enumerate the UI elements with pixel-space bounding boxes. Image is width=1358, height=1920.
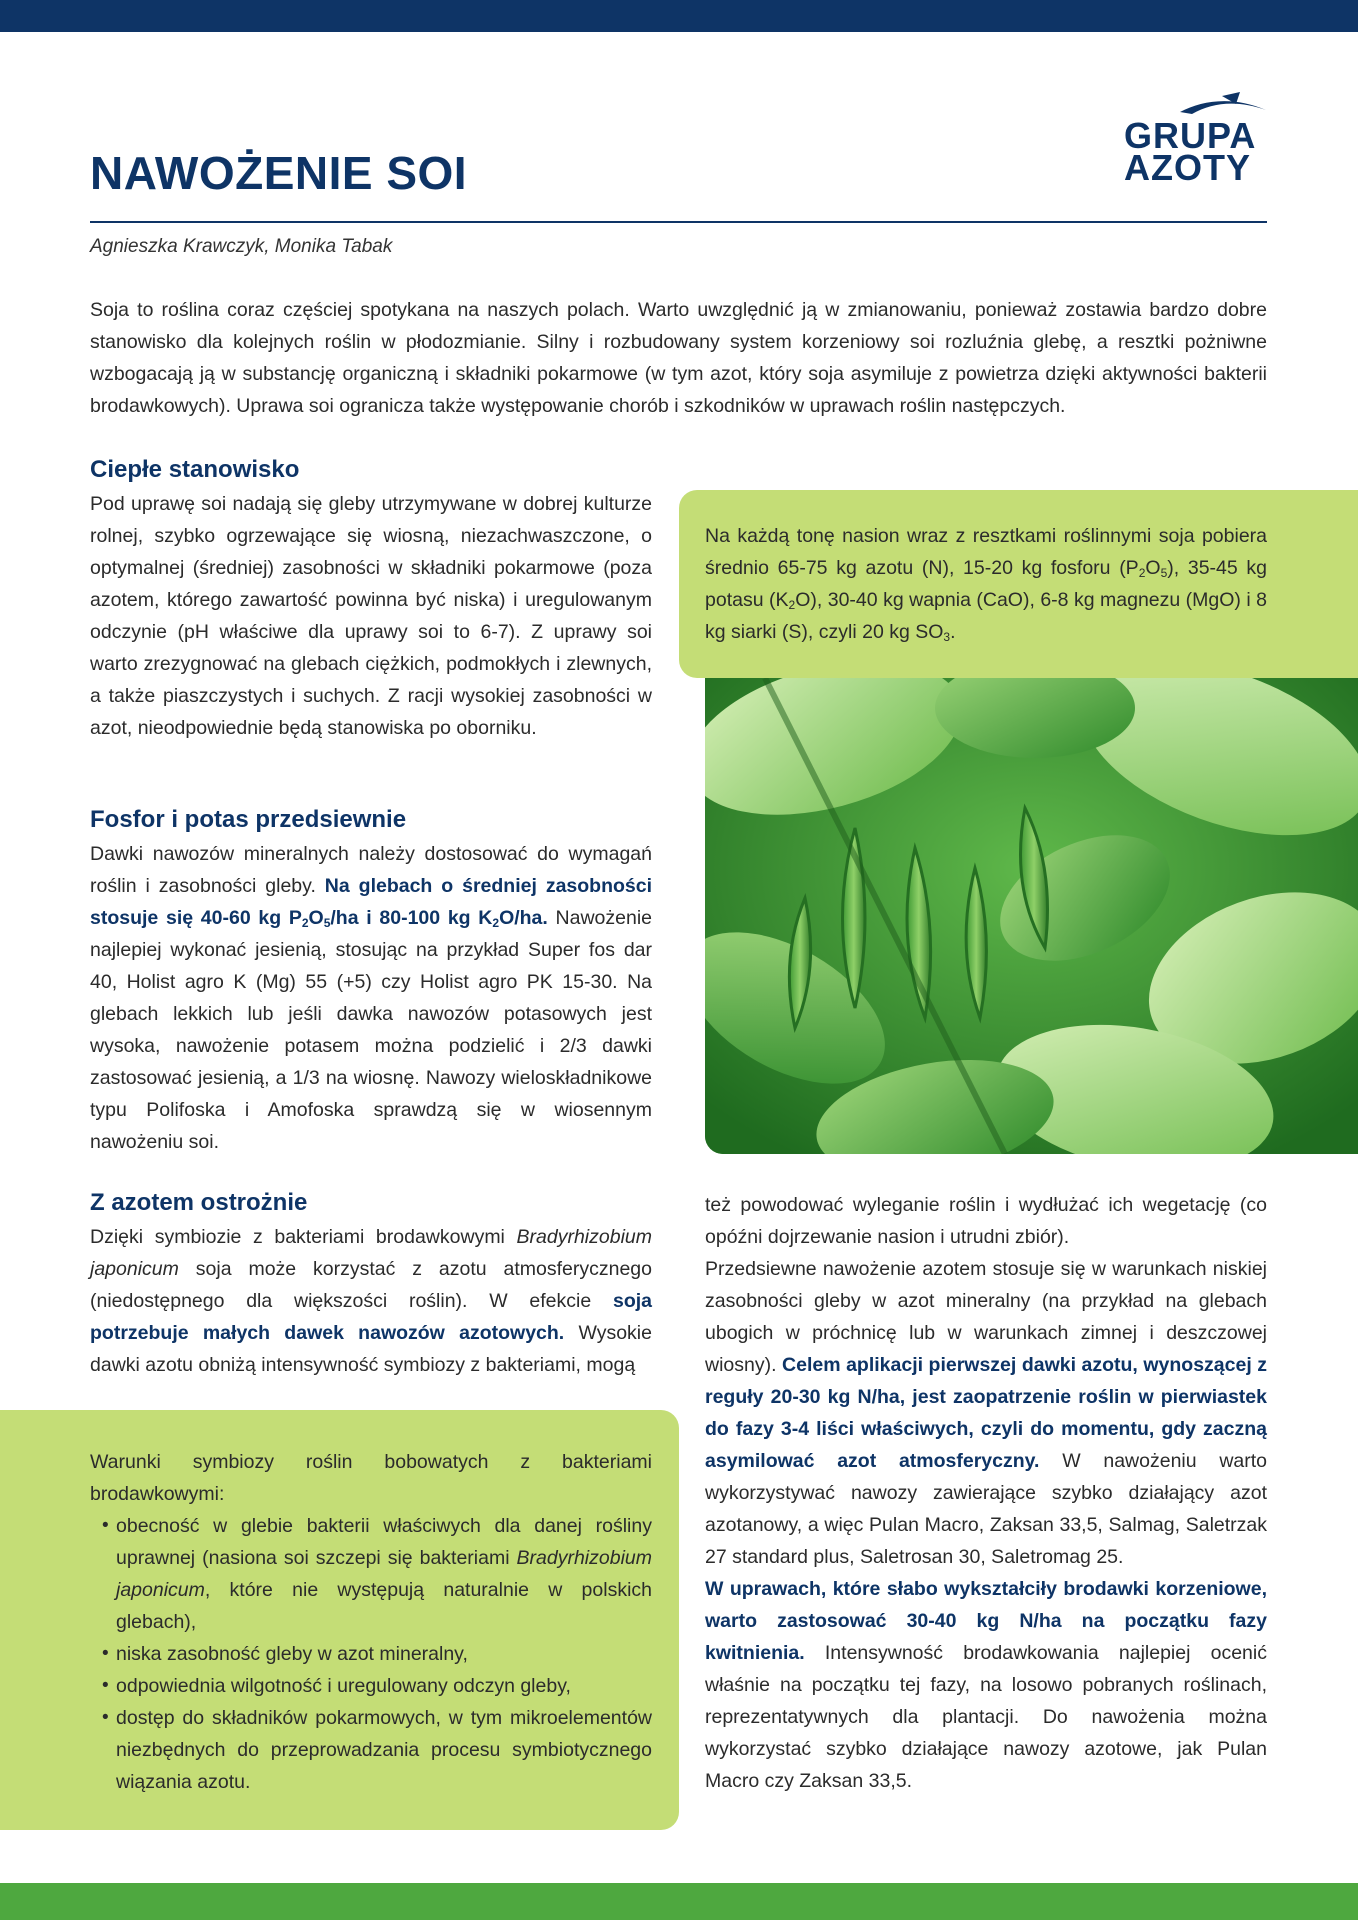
- warm-site-paragraph: Pod uprawę soi nadają się gleby utrzymywane w dobrej kulturze rolnej, szybko ogrzewające się wiosną, niezachwaszczone, o optymalnej (średniej) zasobności w składniki pokarmowe (poza azotem, którego zawartość powinna być niska) i uregulowanym odczynie (pH właściwe dla uprawy soi to 6-7). Z uprawy soi warto zrezygnować na glebach ciężkich, podmokłych i zlewnych, a także piaszczystych i suchych. Z racji wysokiej zasobności w azot, nieodpowiednie będą stanowiska po oborniku.: [90, 493, 652, 739]
- page-title: NAWOŻENIE SOI: [90, 147, 468, 199]
- list-item: • dostęp do składników pokarmowych, w tym mikroelementów niezbędnych do przeprowadzania procesu symbiotycznego wiązania azotu.: [90, 1702, 652, 1798]
- heading-pk: Fosfor i potas przedsiewnie: [90, 806, 407, 833]
- pk-paragraph: Dawki nawozów mineralnych należy dostosować do wymagań roślin i zasobności gleby. Na glebach o średniej zasobności stosuje się 40-60 kg $P_2O_5/ha$ i 80-100 kg $K_2O/ha$. Nawożenie najlepiej wykonać jesienią, stosując na przykład Super fos dar 40, Holist agro K (Mg) 55 (+5) czy Holist agro PK 15-30. Na glebach lekkich lub jeśli dawka nawozów potasowych jest wysoka, nawożenie potasem można podzielić i 2/3 dawki zastosować jesienią, a 1/3 na wiosnę. Nawozy wieloskładnikowe typu Polifoska i Amofoska sprawdzą się w wiosennym nawożeniu soi.: [90, 843, 653, 1153]
- bullet-icon: •: [102, 1643, 109, 1664]
- list-item: • obecność w glebie bakterii właściwych dla danej rośliny uprawnej (nasiona soi szczepi się bakteriami Bradyrhizobium japonicum, które nie występują naturalnie w polskich glebach),: [90, 1510, 652, 1638]
- heading-nitrogen: Z azotem ostrożnie: [90, 1189, 308, 1216]
- symbiosis-conditions-box: [0, 1410, 679, 1830]
- intro-paragraph: Soja to roślina coraz częściej spotykana na naszych polach. Warto uwzględnić ją w zmianowaniu, ponieważ zostawia bardzo dobre stanowisko dla kolejnych roślin w płodozmianie. Silny i rozbudowany system korzeniowy soi rozluźnia glebę, a resztki pożniwne wzbogacają ją w substancję organiczną i składniki pokarmowe (w tym azot, który soja asymiluje z powietrza dzięki aktywności bakterii brodawkowych). Uprawa soi ogranicza także występowanie chorób i szkodników w uprawach roślin następczych.: [90, 299, 1267, 417]
- bullet-icon: •: [102, 1707, 109, 1728]
- top-color-bar: [0, 0, 1358, 32]
- nitrogen-paragraph: Dzięki symbiozie z bakteriami brodawkowymi Bradyrhizobium japonicum soja może korzystać z azotu atmosferycznego (niedostępnego dla większości roślin). W efekcie soja potrzebuje małych dawek nawozów azotowych. Wysokie dawki azotu obniżą intensywność symbiozy z bakteriami, mogą: [90, 1226, 652, 1376]
- soybean-illustration: [705, 678, 1358, 1154]
- symbiosis-list: [90, 1510, 652, 1798]
- grupa-azoty-logo: [1120, 92, 1270, 192]
- bullet-icon: •: [102, 1515, 109, 1536]
- right-paragraph-3: W uprawach, które słabo wykształciły brodawki korzeniowe, warto zastosować 30-40 kg N/ha na początku fazy kwitnienia. Intensywność brodawkowania najlepiej ocenić właśnie na początku tej fazy, na losowo pobranych roślinach, reprezentatywnych dla plantacji. Do nawożenia można wykorzystać szybko działające nawozy azotowe, jak Pulan Macro czy Zaksan 33,5.: [705, 1578, 1267, 1792]
- logo-word-grupa: GRUPA: [1124, 115, 1257, 156]
- nutrient-uptake-text: Na każdą tonę nasion wraz z resztkami roślinnymi soja pobiera średnio 65-75 kg azotu (N), 15-20 kg fosforu $(P_2O_5)$, 35-45 kg potasu $(K_2O)$, 30-40 kg wapnia (CaO), 6-8 kg magnezu (MgO) i 8 kg siarki (S), czyli 20 kg $SO_3$.: [705, 525, 1268, 644]
- list-item: • niska zasobność gleby w azot mineralny,: [90, 1638, 652, 1670]
- nutrient-uptake-box: [679, 490, 1358, 678]
- symbiosis-intro: Warunki symbiozy roślin bobowatych z bakteriami brodawkowymi:: [90, 1451, 652, 1505]
- soybean-plants-photo: [705, 678, 1358, 1154]
- bullet-icon: •: [102, 1675, 109, 1696]
- authors: Agnieszka Krawczyk, Monika Tabak: [90, 236, 393, 257]
- heading-warm-site: Ciepłe stanowisko: [90, 456, 300, 483]
- bottom-color-bar: [0, 1883, 1358, 1920]
- right-column-text: [705, 1189, 1267, 1797]
- right-paragraph-1: też powodować wyleganie roślin i wydłużać ich wegetację (co opóźni dojrzewanie nasion i utrudni zbiór).: [705, 1194, 1267, 1248]
- header-divider: [90, 221, 1267, 223]
- list-item: • odpowiednia wilgotność i uregulowany odczyn gleby,: [90, 1670, 652, 1702]
- right-paragraph-2: Przedsiewne nawożenie azotem stosuje się w warunkach niskiej zasobności gleby w azot mineralny (na przykład na glebach ubogich w próchnicę lub w warunkach zimnej i deszczowej wiosny). Celem aplikacji pierwszej dawki azotu, wynoszącej z reguły 20-30 kg N/ha, jest zaopatrzenie roślin w pierwiastek do fazy 3-4 liści właściwych, czyli do momentu, gdy zaczną asymilować azot atmosferyczny. W nawożeniu warto wykorzystywać nawozy zawierające szybko działający azot azotanowy, a więc Pulan Macro, Zaksan 33,5, Salmag, Saletrzak 27 standard plus, Saletrosan 30, Saletromag 25.: [705, 1258, 1268, 1568]
- logo-word-azoty: AZOTY: [1124, 147, 1251, 188]
